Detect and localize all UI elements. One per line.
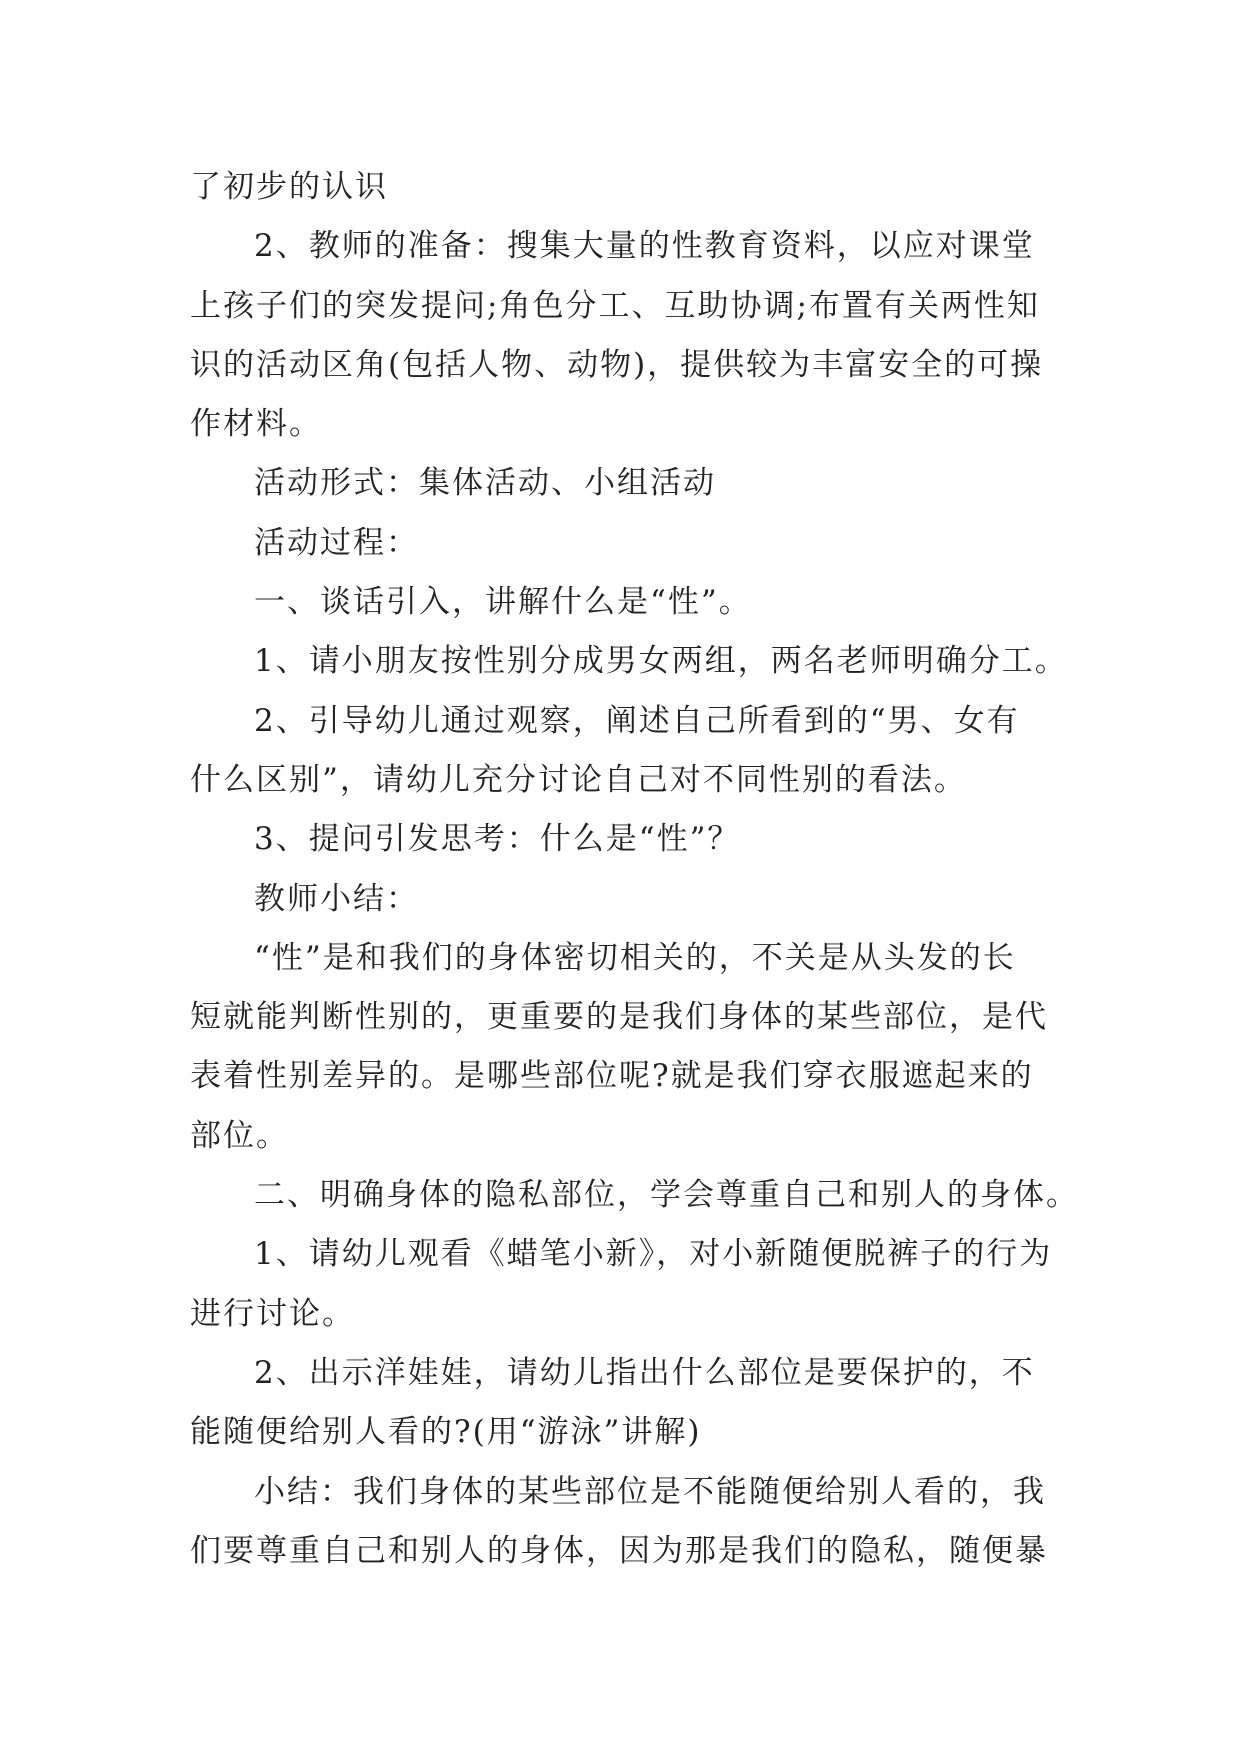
text-line: 小结：我们身体的某些部位是不能随便给别人看的，我	[254, 1473, 1046, 1510]
text-line: 活动形式：集体活动、小组活动	[254, 465, 716, 502]
text-line: 进行讨论。	[190, 1295, 355, 1332]
text-line: 2、教师的准备：搜集大量的性教育资料，以应对课堂	[254, 228, 1035, 265]
text-line: 短就能判断性别的，更重要的是我们身体的某些部位，是代	[190, 999, 1048, 1036]
text-line: 活动过程：	[254, 524, 419, 561]
text-line: 1、请小朋友按性别分成男女两组，两名老师明确分工。	[254, 643, 1068, 680]
text-line: 作材料。	[190, 406, 322, 443]
text-line: 识的活动区角(包括人物、动物)，提供较为丰富安全的可操	[190, 346, 1044, 383]
text-line: 了初步的认识	[190, 169, 388, 205]
text-line: 部位。	[190, 1117, 289, 1154]
text-line: 1、请幼儿观看《蜡笔小新》，对小新随便脱裤子的行为	[254, 1236, 1053, 1273]
text-line: 一、谈话引入，讲解什么是“性”。	[254, 584, 752, 621]
text-line: 3、提问引发思考：什么是“性”？	[254, 821, 741, 858]
text-line: 能随便给别人看的?(用“游泳”讲解)	[190, 1414, 702, 1451]
text-line: 什么区别”，请幼儿充分讨论自己对不同性别的看法。	[190, 761, 967, 798]
text-line: 2、引导幼儿通过观察，阐述自己所看到的“男、女有	[254, 702, 1020, 739]
text-line: 二、明确身体的隐私部位，学会尊重自己和别人的身体。	[254, 1177, 1079, 1214]
text-line: 2、出示洋娃娃，请幼儿指出什么部位是要保护的，不	[254, 1354, 1035, 1391]
text-line: 教师小结：	[254, 880, 419, 917]
text-line: “性”是和我们的身体密切相关的，不关是从头发的长	[254, 939, 1016, 976]
text-line: 上孩子们的突发提问;角色分工、互助协调;布置有关两性知	[190, 287, 1040, 324]
text-line: 表着性别差异的。是哪些部位呢?就是我们穿衣服遮起来的	[190, 1058, 1034, 1095]
text-line: 们要尊重自己和别人的身体，因为那是我们的隐私，随便暴	[190, 1532, 1048, 1569]
document-body	[190, 158, 1079, 1581]
